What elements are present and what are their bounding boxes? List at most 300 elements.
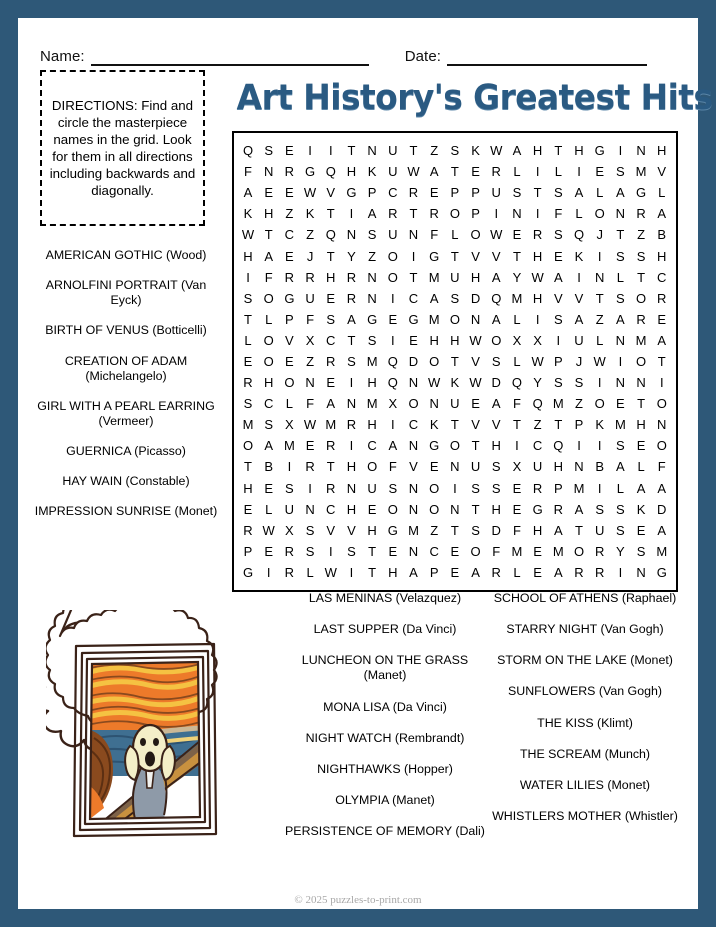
grid-cell[interactable]: I: [453, 480, 457, 496]
grid-cell[interactable]: O: [284, 375, 295, 391]
grid-cell[interactable]: M: [635, 164, 647, 180]
grid-cell[interactable]: N: [367, 290, 377, 306]
grid-cell[interactable]: R: [491, 564, 501, 580]
word-list-item[interactable]: PERSISTENCE OF MEMORY (Dali): [285, 824, 485, 838]
grid-cell[interactable]: H: [532, 290, 543, 306]
grid-cell[interactable]: W: [262, 522, 275, 538]
grid-cell[interactable]: N: [470, 311, 481, 327]
grid-cell[interactable]: I: [535, 164, 540, 180]
grid-cell[interactable]: F: [244, 164, 252, 180]
grid-cell[interactable]: S: [553, 227, 563, 243]
grid-cell[interactable]: M: [325, 417, 337, 433]
grid-cell[interactable]: H: [367, 417, 377, 433]
grid-cell[interactable]: I: [597, 375, 602, 391]
name-input-line[interactable]: [91, 49, 369, 66]
word-list-item[interactable]: BIRTH OF VENUS (Botticelli): [45, 323, 207, 338]
grid-cell[interactable]: K: [574, 248, 584, 264]
grid-cell[interactable]: Q: [325, 227, 336, 243]
grid-cell[interactable]: R: [636, 206, 646, 222]
grid-cell[interactable]: T: [368, 543, 377, 559]
grid-cell[interactable]: U: [388, 164, 398, 180]
grid-cell[interactable]: Z: [306, 353, 315, 369]
grid-cell[interactable]: G: [284, 290, 295, 306]
grid-cell[interactable]: S: [491, 459, 501, 475]
grid-cell[interactable]: N: [594, 269, 605, 285]
grid-cell[interactable]: W: [490, 227, 503, 243]
grid-cell[interactable]: O: [408, 396, 419, 412]
grid-cell[interactable]: C: [408, 290, 419, 306]
grid-cell[interactable]: T: [450, 417, 459, 433]
grid-cell[interactable]: Y: [533, 375, 542, 391]
grid-cell[interactable]: Q: [553, 438, 564, 454]
grid-cell[interactable]: R: [553, 501, 563, 517]
grid-cell[interactable]: O: [470, 227, 481, 243]
word-list-item[interactable]: LAST SUPPER (Da Vinci): [313, 622, 457, 637]
grid-cell[interactable]: S: [450, 143, 460, 159]
grid-cell[interactable]: S: [347, 543, 356, 559]
word-search-grid[interactable]: [232, 131, 678, 592]
grid-cell[interactable]: P: [471, 185, 480, 201]
grid-cell[interactable]: N: [512, 206, 522, 222]
grid-cell[interactable]: U: [450, 269, 460, 285]
grid-cell[interactable]: Y: [512, 269, 522, 285]
grid-cell[interactable]: B: [264, 459, 274, 475]
grid-cell[interactable]: S: [595, 501, 605, 517]
grid-cell[interactable]: H: [657, 143, 667, 159]
grid-cell[interactable]: H: [553, 459, 563, 475]
grid-cell[interactable]: P: [553, 480, 563, 496]
grid-cell[interactable]: I: [577, 269, 581, 285]
grid-cell[interactable]: M: [366, 353, 378, 369]
grid-cell[interactable]: E: [533, 543, 542, 559]
grid-cell[interactable]: I: [597, 480, 602, 496]
grid-cell[interactable]: P: [553, 353, 563, 369]
grid-cell[interactable]: R: [574, 564, 584, 580]
grid-cell[interactable]: N: [305, 501, 315, 517]
grid-cell[interactable]: O: [387, 248, 398, 264]
grid-cell[interactable]: R: [657, 290, 667, 306]
grid-cell[interactable]: L: [513, 311, 521, 327]
grid-cell[interactable]: M: [635, 332, 647, 348]
grid-cell[interactable]: X: [285, 522, 294, 538]
grid-cell[interactable]: U: [388, 227, 398, 243]
date-input-line[interactable]: [447, 49, 647, 66]
grid-cell[interactable]: R: [326, 353, 336, 369]
grid-cell[interactable]: T: [595, 290, 604, 306]
grid-cell[interactable]: V: [657, 164, 667, 180]
grid-cell[interactable]: T: [657, 353, 666, 369]
grid-cell[interactable]: U: [450, 396, 460, 412]
grid-cell[interactable]: T: [512, 248, 521, 264]
grid-cell[interactable]: T: [554, 143, 563, 159]
grid-cell[interactable]: A: [553, 269, 563, 285]
grid-cell[interactable]: G: [387, 522, 398, 538]
grid-cell[interactable]: E: [533, 564, 542, 580]
grid-cell[interactable]: F: [657, 459, 666, 475]
grid-cell[interactable]: N: [367, 143, 377, 159]
grid-cell[interactable]: N: [615, 332, 626, 348]
word-list-item[interactable]: GIRL WITH A PEARL EARRING (Vermeer): [37, 398, 215, 428]
grid-cell[interactable]: H: [346, 501, 357, 517]
grid-cell[interactable]: I: [597, 248, 602, 264]
grid-cell[interactable]: S: [471, 522, 480, 538]
grid-cell[interactable]: E: [367, 501, 377, 517]
grid-cell[interactable]: N: [450, 501, 460, 517]
grid-cell[interactable]: Q: [491, 290, 502, 306]
grid-cell[interactable]: N: [346, 480, 357, 496]
grid-cell[interactable]: A: [657, 480, 667, 496]
grid-cell[interactable]: S: [367, 227, 377, 243]
grid-cell[interactable]: W: [531, 353, 544, 369]
grid-cell[interactable]: G: [367, 311, 378, 327]
grid-cell[interactable]: R: [284, 543, 295, 559]
grid-cell[interactable]: R: [243, 522, 253, 538]
grid-cell[interactable]: C: [429, 543, 439, 559]
grid-cell[interactable]: S: [243, 396, 253, 412]
grid-cell[interactable]: H: [657, 248, 667, 264]
grid-cell[interactable]: B: [657, 227, 667, 243]
grid-cell[interactable]: L: [285, 396, 293, 412]
grid-cell[interactable]: S: [264, 143, 274, 159]
grid-cell[interactable]: L: [616, 480, 624, 496]
grid-cell[interactable]: H: [636, 417, 646, 433]
grid-cell[interactable]: Z: [533, 417, 542, 433]
grid-cell[interactable]: E: [657, 311, 667, 327]
grid-cell[interactable]: T: [347, 143, 356, 159]
grid-cell[interactable]: L: [451, 227, 459, 243]
grid-cell[interactable]: E: [471, 396, 480, 412]
grid-cell[interactable]: R: [408, 185, 419, 201]
grid-cell[interactable]: N: [615, 206, 626, 222]
grid-cell[interactable]: O: [656, 438, 667, 454]
grid-cell[interactable]: J: [596, 227, 603, 243]
grid-cell[interactable]: I: [535, 311, 540, 327]
grid-cell[interactable]: P: [243, 543, 253, 559]
grid-cell[interactable]: D: [470, 290, 481, 306]
grid-cell[interactable]: M: [366, 396, 378, 412]
grid-cell[interactable]: N: [346, 396, 357, 412]
grid-cell[interactable]: S: [512, 185, 522, 201]
grid-cell[interactable]: N: [657, 417, 667, 433]
grid-cell[interactable]: W: [303, 417, 317, 433]
grid-cell[interactable]: M: [656, 543, 668, 559]
grid-cell[interactable]: A: [574, 185, 584, 201]
grid-cell[interactable]: F: [306, 311, 315, 327]
grid-cell[interactable]: Z: [430, 522, 439, 538]
grid-cell[interactable]: Y: [347, 248, 356, 264]
grid-cell[interactable]: M: [283, 438, 295, 454]
grid-cell[interactable]: S: [367, 332, 377, 348]
grid-cell[interactable]: K: [243, 206, 253, 222]
grid-cell[interactable]: T: [409, 143, 418, 159]
grid-cell[interactable]: L: [513, 353, 521, 369]
grid-cell[interactable]: E: [285, 248, 294, 264]
grid-cell[interactable]: M: [573, 480, 585, 496]
grid-cell[interactable]: E: [595, 164, 605, 180]
grid-cell[interactable]: A: [367, 206, 377, 222]
grid-cell[interactable]: W: [407, 164, 420, 180]
grid-cell[interactable]: E: [553, 248, 563, 264]
grid-cell[interactable]: S: [388, 480, 398, 496]
grid-cell[interactable]: A: [657, 332, 667, 348]
grid-cell[interactable]: L: [596, 332, 604, 348]
grid-cell[interactable]: C: [532, 438, 543, 454]
grid-cell[interactable]: U: [470, 459, 481, 475]
grid-cell[interactable]: O: [263, 353, 274, 369]
word-list-item[interactable]: THE KISS (Klimt): [537, 715, 633, 730]
grid-cell[interactable]: A: [616, 311, 625, 327]
grid-cell[interactable]: S: [616, 438, 625, 454]
word-list-item[interactable]: THE SCREAM (Munch): [519, 746, 651, 761]
grid-cell[interactable]: S: [553, 375, 563, 391]
grid-cell[interactable]: I: [391, 332, 395, 348]
grid-cell[interactable]: F: [306, 396, 315, 412]
grid-cell[interactable]: M: [511, 290, 523, 306]
grid-cell[interactable]: I: [328, 543, 333, 559]
grid-cell[interactable]: Z: [575, 396, 583, 412]
grid-cell[interactable]: G: [429, 438, 440, 454]
grid-cell[interactable]: H: [243, 248, 253, 264]
grid-cell[interactable]: E: [264, 543, 274, 559]
grid-cell[interactable]: U: [491, 185, 501, 201]
word-list-item[interactable]: WHISTLERS MOTHER (Whistler): [492, 808, 678, 823]
grid-cell[interactable]: N: [429, 396, 439, 412]
grid-cell[interactable]: T: [450, 248, 459, 264]
grid-cell[interactable]: G: [242, 564, 254, 580]
grid-cell[interactable]: R: [346, 290, 357, 306]
grid-cell[interactable]: N: [367, 269, 377, 285]
grid-cell[interactable]: R: [326, 438, 336, 454]
grid-cell[interactable]: R: [326, 480, 336, 496]
grid-cell[interactable]: Q: [511, 375, 522, 391]
grid-cell[interactable]: I: [618, 353, 623, 369]
grid-cell[interactable]: K: [636, 501, 646, 517]
grid-cell[interactable]: A: [574, 501, 584, 517]
grid-cell[interactable]: T: [264, 227, 273, 243]
grid-cell[interactable]: B: [595, 459, 605, 475]
grid-cell[interactable]: O: [491, 332, 502, 348]
grid-cell[interactable]: T: [575, 522, 583, 538]
grid-cell[interactable]: D: [491, 522, 501, 538]
grid-cell[interactable]: H: [346, 459, 357, 475]
grid-cell[interactable]: C: [284, 227, 295, 243]
grid-cell[interactable]: Q: [573, 227, 585, 243]
grid-cell[interactable]: T: [244, 459, 252, 475]
grid-cell[interactable]: W: [324, 564, 337, 580]
grid-cell[interactable]: E: [450, 543, 460, 559]
grid-cell[interactable]: H: [532, 143, 543, 159]
grid-cell[interactable]: Z: [285, 206, 294, 222]
grid-cell[interactable]: P: [574, 417, 584, 433]
grid-cell[interactable]: A: [512, 143, 522, 159]
grid-cell[interactable]: M: [408, 522, 419, 538]
grid-cell[interactable]: E: [264, 185, 274, 201]
grid-cell[interactable]: I: [391, 417, 395, 433]
grid-cell[interactable]: G: [305, 164, 316, 180]
grid-cell[interactable]: R: [346, 417, 357, 433]
grid-cell[interactable]: G: [656, 564, 667, 580]
grid-cell[interactable]: V: [285, 332, 294, 348]
grid-cell[interactable]: Z: [595, 311, 604, 327]
grid-cell[interactable]: A: [657, 522, 667, 538]
grid-cell[interactable]: O: [470, 543, 481, 559]
grid-cell[interactable]: T: [244, 311, 252, 327]
grid-cell[interactable]: A: [636, 480, 646, 496]
grid-cell[interactable]: A: [553, 564, 563, 580]
grid-cell[interactable]: O: [636, 290, 647, 306]
grid-cell[interactable]: H: [491, 501, 501, 517]
grid-cell[interactable]: F: [388, 459, 397, 475]
grid-cell[interactable]: S: [553, 311, 563, 327]
grid-cell[interactable]: T: [326, 248, 335, 264]
grid-cell[interactable]: E: [243, 353, 253, 369]
grid-cell[interactable]: F: [512, 396, 521, 412]
grid-cell[interactable]: Q: [242, 143, 254, 159]
grid-cell[interactable]: H: [388, 564, 398, 580]
grid-cell[interactable]: Z: [430, 143, 439, 159]
grid-cell[interactable]: I: [266, 564, 271, 580]
grid-cell[interactable]: T: [512, 417, 521, 433]
grid-cell[interactable]: Q: [387, 353, 398, 369]
grid-cell[interactable]: N: [408, 501, 419, 517]
grid-cell[interactable]: A: [264, 438, 274, 454]
grid-cell[interactable]: L: [306, 564, 314, 580]
word-list-item[interactable]: STARRY NIGHT (Van Gogh): [506, 622, 664, 637]
grid-cell[interactable]: H: [367, 375, 377, 391]
grid-cell[interactable]: O: [263, 290, 274, 306]
grid-cell[interactable]: I: [349, 375, 354, 391]
grid-cell[interactable]: W: [531, 269, 544, 285]
grid-cell[interactable]: I: [577, 438, 581, 454]
grid-cell[interactable]: L: [265, 501, 273, 517]
grid-cell[interactable]: I: [556, 332, 561, 348]
grid-cell[interactable]: P: [367, 185, 377, 201]
grid-cell[interactable]: A: [326, 396, 336, 412]
grid-cell[interactable]: H: [429, 332, 439, 348]
grid-cell[interactable]: L: [596, 185, 604, 201]
grid-cell[interactable]: O: [429, 353, 440, 369]
grid-cell[interactable]: S: [616, 290, 625, 306]
word-list-item[interactable]: MONA LISA (Da Vinci): [323, 699, 447, 714]
grid-cell[interactable]: S: [305, 543, 315, 559]
grid-cell[interactable]: H: [491, 438, 501, 454]
grid-cell[interactable]: N: [636, 564, 646, 580]
grid-cell[interactable]: J: [575, 353, 583, 369]
grid-cell[interactable]: X: [512, 459, 522, 475]
grid-cell[interactable]: S: [636, 543, 646, 559]
grid-cell[interactable]: O: [636, 353, 647, 369]
grid-cell[interactable]: Q: [325, 164, 336, 180]
grid-cell[interactable]: H: [470, 269, 481, 285]
grid-cell[interactable]: H: [532, 522, 543, 538]
grid-cell[interactable]: T: [637, 269, 646, 285]
grid-cell[interactable]: S: [574, 375, 584, 391]
grid-cell[interactable]: W: [241, 227, 255, 243]
grid-cell[interactable]: E: [264, 480, 274, 496]
grid-cell[interactable]: A: [491, 396, 501, 412]
grid-cell[interactable]: T: [409, 269, 418, 285]
grid-cell[interactable]: V: [491, 248, 501, 264]
grid-cell[interactable]: F: [430, 227, 439, 243]
grid-cell[interactable]: H: [263, 206, 274, 222]
grid-cell[interactable]: V: [471, 248, 480, 264]
grid-cell[interactable]: E: [512, 227, 522, 243]
grid-cell[interactable]: S: [616, 248, 625, 264]
grid-cell[interactable]: R: [532, 480, 543, 496]
grid-cell[interactable]: N: [408, 480, 419, 496]
grid-cell[interactable]: G: [532, 501, 543, 517]
grid-cell[interactable]: P: [471, 206, 480, 222]
grid-cell[interactable]: T: [554, 417, 563, 433]
grid-cell[interactable]: M: [614, 417, 626, 433]
word-list-item[interactable]: STORM ON THE LAKE (Monet): [497, 653, 673, 668]
grid-cell[interactable]: T: [637, 396, 646, 412]
grid-cell[interactable]: E: [388, 311, 398, 327]
grid-cell[interactable]: A: [616, 185, 625, 201]
grid-cell[interactable]: S: [491, 353, 501, 369]
grid-cell[interactable]: O: [367, 459, 378, 475]
word-list-item[interactable]: CREATION OF ADAM (Michelangelo): [64, 353, 188, 383]
grid-cell[interactable]: I: [308, 480, 312, 496]
grid-cell[interactable]: R: [305, 459, 315, 475]
grid-cell[interactable]: Q: [387, 375, 398, 391]
grid-cell[interactable]: R: [594, 543, 605, 559]
grid-cell[interactable]: N: [408, 227, 419, 243]
grid-cell[interactable]: C: [388, 185, 398, 201]
grid-cell[interactable]: I: [535, 206, 540, 222]
grid-cell[interactable]: R: [346, 269, 357, 285]
grid-cell[interactable]: K: [367, 164, 377, 180]
grid-cell[interactable]: O: [242, 438, 254, 454]
grid-cell[interactable]: T: [471, 501, 480, 517]
grid-cell[interactable]: K: [471, 143, 480, 159]
grid-cell[interactable]: R: [388, 206, 398, 222]
grid-cell[interactable]: N: [408, 543, 419, 559]
grid-cell[interactable]: A: [243, 185, 253, 201]
grid-cell[interactable]: M: [511, 543, 523, 559]
grid-cell[interactable]: K: [450, 375, 460, 391]
grid-cell[interactable]: S: [285, 480, 294, 496]
grid-cell[interactable]: V: [347, 522, 356, 538]
grid-cell[interactable]: S: [305, 522, 315, 538]
grid-cell[interactable]: L: [265, 311, 273, 327]
grid-cell[interactable]: W: [593, 353, 606, 369]
grid-cell[interactable]: N: [615, 375, 626, 391]
grid-cell[interactable]: V: [409, 459, 418, 475]
grid-cell[interactable]: D: [408, 353, 419, 369]
grid-cell[interactable]: C: [326, 501, 336, 517]
grid-cell[interactable]: E: [326, 375, 336, 391]
grid-cell[interactable]: D: [491, 375, 501, 391]
grid-cell[interactable]: S: [636, 248, 646, 264]
grid-cell[interactable]: S: [616, 164, 625, 180]
grid-cell[interactable]: U: [594, 522, 605, 538]
word-list-item[interactable]: SCHOOL OF ATHENS (Raphael): [493, 591, 677, 605]
grid-cell[interactable]: R: [429, 206, 439, 222]
grid-cell[interactable]: G: [594, 143, 605, 159]
grid-cell[interactable]: S: [347, 353, 356, 369]
grid-cell[interactable]: V: [326, 522, 336, 538]
grid-cell[interactable]: T: [368, 564, 377, 580]
grid-cell[interactable]: O: [449, 438, 460, 454]
grid-cell[interactable]: S: [616, 522, 625, 538]
grid-cell[interactable]: A: [409, 564, 418, 580]
grid-cell[interactable]: U: [574, 332, 584, 348]
word-list-item[interactable]: NIGHT WATCH (Rembrandt): [305, 730, 465, 745]
word-list-item[interactable]: IMPRESSION SUNRISE (Monet): [34, 504, 218, 519]
grid-cell[interactable]: W: [469, 375, 482, 391]
grid-cell[interactable]: R: [594, 564, 605, 580]
